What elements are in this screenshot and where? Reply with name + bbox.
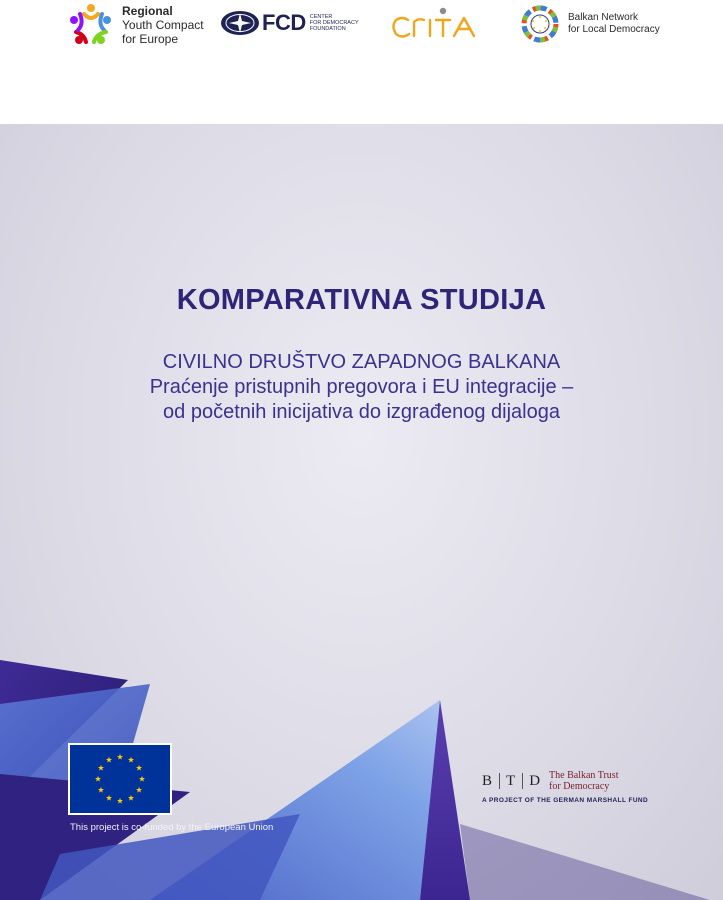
regional-youth-compact-logo bbox=[68, 2, 204, 48]
balkan-network-wordmark: Balkan Network for Local Democracy bbox=[568, 12, 660, 35]
btd-tagline: A PROJECT OF THE GERMAN MARSHALL FUND bbox=[482, 797, 649, 804]
btd-logo bbox=[482, 770, 648, 804]
fcd-full-name: CENTER FOR DEMOCRACY FOUNDATION bbox=[309, 14, 359, 32]
crta-logo bbox=[388, 6, 486, 42]
youth-compact-figures-icon bbox=[68, 2, 114, 48]
subtitle-line-3: od početnih inicijativa do izgrađenog dijaloga bbox=[163, 401, 560, 423]
crta-wordmark-icon bbox=[388, 6, 486, 42]
document-subtitle bbox=[0, 350, 723, 425]
fcd-logo bbox=[220, 10, 359, 36]
subtitle-line-1: CIVILNO DRUŠTVO ZAPADNOG BALKANA bbox=[162, 351, 561, 373]
btd-full-name: The Balkan Trust for Democracy bbox=[549, 770, 619, 792]
subtitle-line-2: Praćenje pristupnih pregovora i EU integracije – bbox=[149, 376, 574, 398]
balkan-network-logo bbox=[518, 2, 660, 46]
eu-stars-icon bbox=[70, 745, 170, 813]
eu-cofunding-note: This project is co-funded by the European Union bbox=[70, 822, 274, 833]
partner-logos-header bbox=[0, 0, 723, 124]
balkan-network-ring-icon bbox=[518, 2, 562, 46]
polygon-right-dark bbox=[460, 824, 723, 900]
fcd-compass-icon bbox=[220, 10, 260, 36]
cover-panel bbox=[0, 124, 723, 900]
document-title: KOMPARATIVNA STUDIJA bbox=[176, 284, 547, 316]
eu-flag bbox=[68, 743, 172, 815]
fcd-acronym: FCD bbox=[262, 10, 306, 35]
btd-letters: B T D bbox=[482, 772, 542, 789]
regional-youth-compact-wordmark: Regional Youth Compact for Europe bbox=[122, 4, 204, 46]
